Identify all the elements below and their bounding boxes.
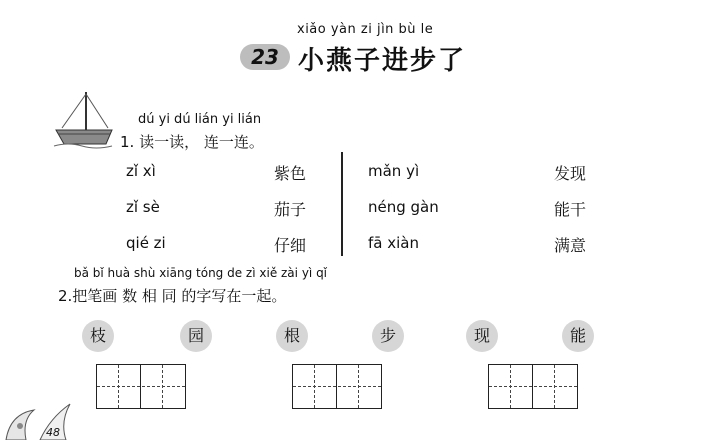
right-pinyin-1: mǎn yì [368, 162, 420, 180]
char-circle-6: 能 [562, 320, 594, 352]
page-number: 48 [46, 426, 60, 439]
left-word-2: 茄子 [274, 200, 307, 219]
char-circle-4: 步 [372, 320, 404, 352]
char-circle-3: 根 [276, 320, 308, 352]
left-word-1: 紫色 [274, 164, 307, 183]
moon-decoration-icon [0, 396, 80, 440]
writing-grid-2[interactable] [292, 364, 382, 409]
char-circle-2: 园 [180, 320, 212, 352]
left-pinyin-1: zǐ xì [126, 162, 156, 180]
lesson-title: 小燕子进步了 [298, 46, 467, 76]
column-divider [341, 152, 343, 256]
right-pinyin-3: fā xiàn [368, 234, 419, 252]
left-word-3: 仔细 [274, 236, 307, 255]
section2-label: 2.把笔画 数 相 同 的字写在一起。 [58, 287, 287, 305]
right-word-3: 满意 [554, 236, 587, 255]
left-pinyin-3: qié zi [126, 234, 166, 252]
writing-grid-3[interactable] [488, 364, 578, 409]
lesson-number-badge: 23 [240, 44, 290, 70]
writing-grid-1[interactable] [96, 364, 186, 409]
left-pinyin-2: zǐ sè [126, 198, 160, 216]
right-word-1: 发现 [554, 164, 587, 183]
title-pinyin: xiǎo yàn zi jìn bù le [297, 22, 434, 37]
section2-pinyin: bǎ bǐ huà shù xiāng tóng de zì xiě zài yì qǐ [74, 266, 328, 280]
section1-label: 1. 读一读， 连一连。 [120, 133, 264, 151]
right-word-2: 能干 [554, 200, 587, 219]
right-pinyin-2: néng gàn [368, 198, 439, 216]
char-circle-1: 枝 [82, 320, 114, 352]
sailboat-icon [52, 88, 114, 150]
char-circle-5: 现 [466, 320, 498, 352]
section1-pinyin: dú yi dú lián yi lián [138, 112, 262, 127]
